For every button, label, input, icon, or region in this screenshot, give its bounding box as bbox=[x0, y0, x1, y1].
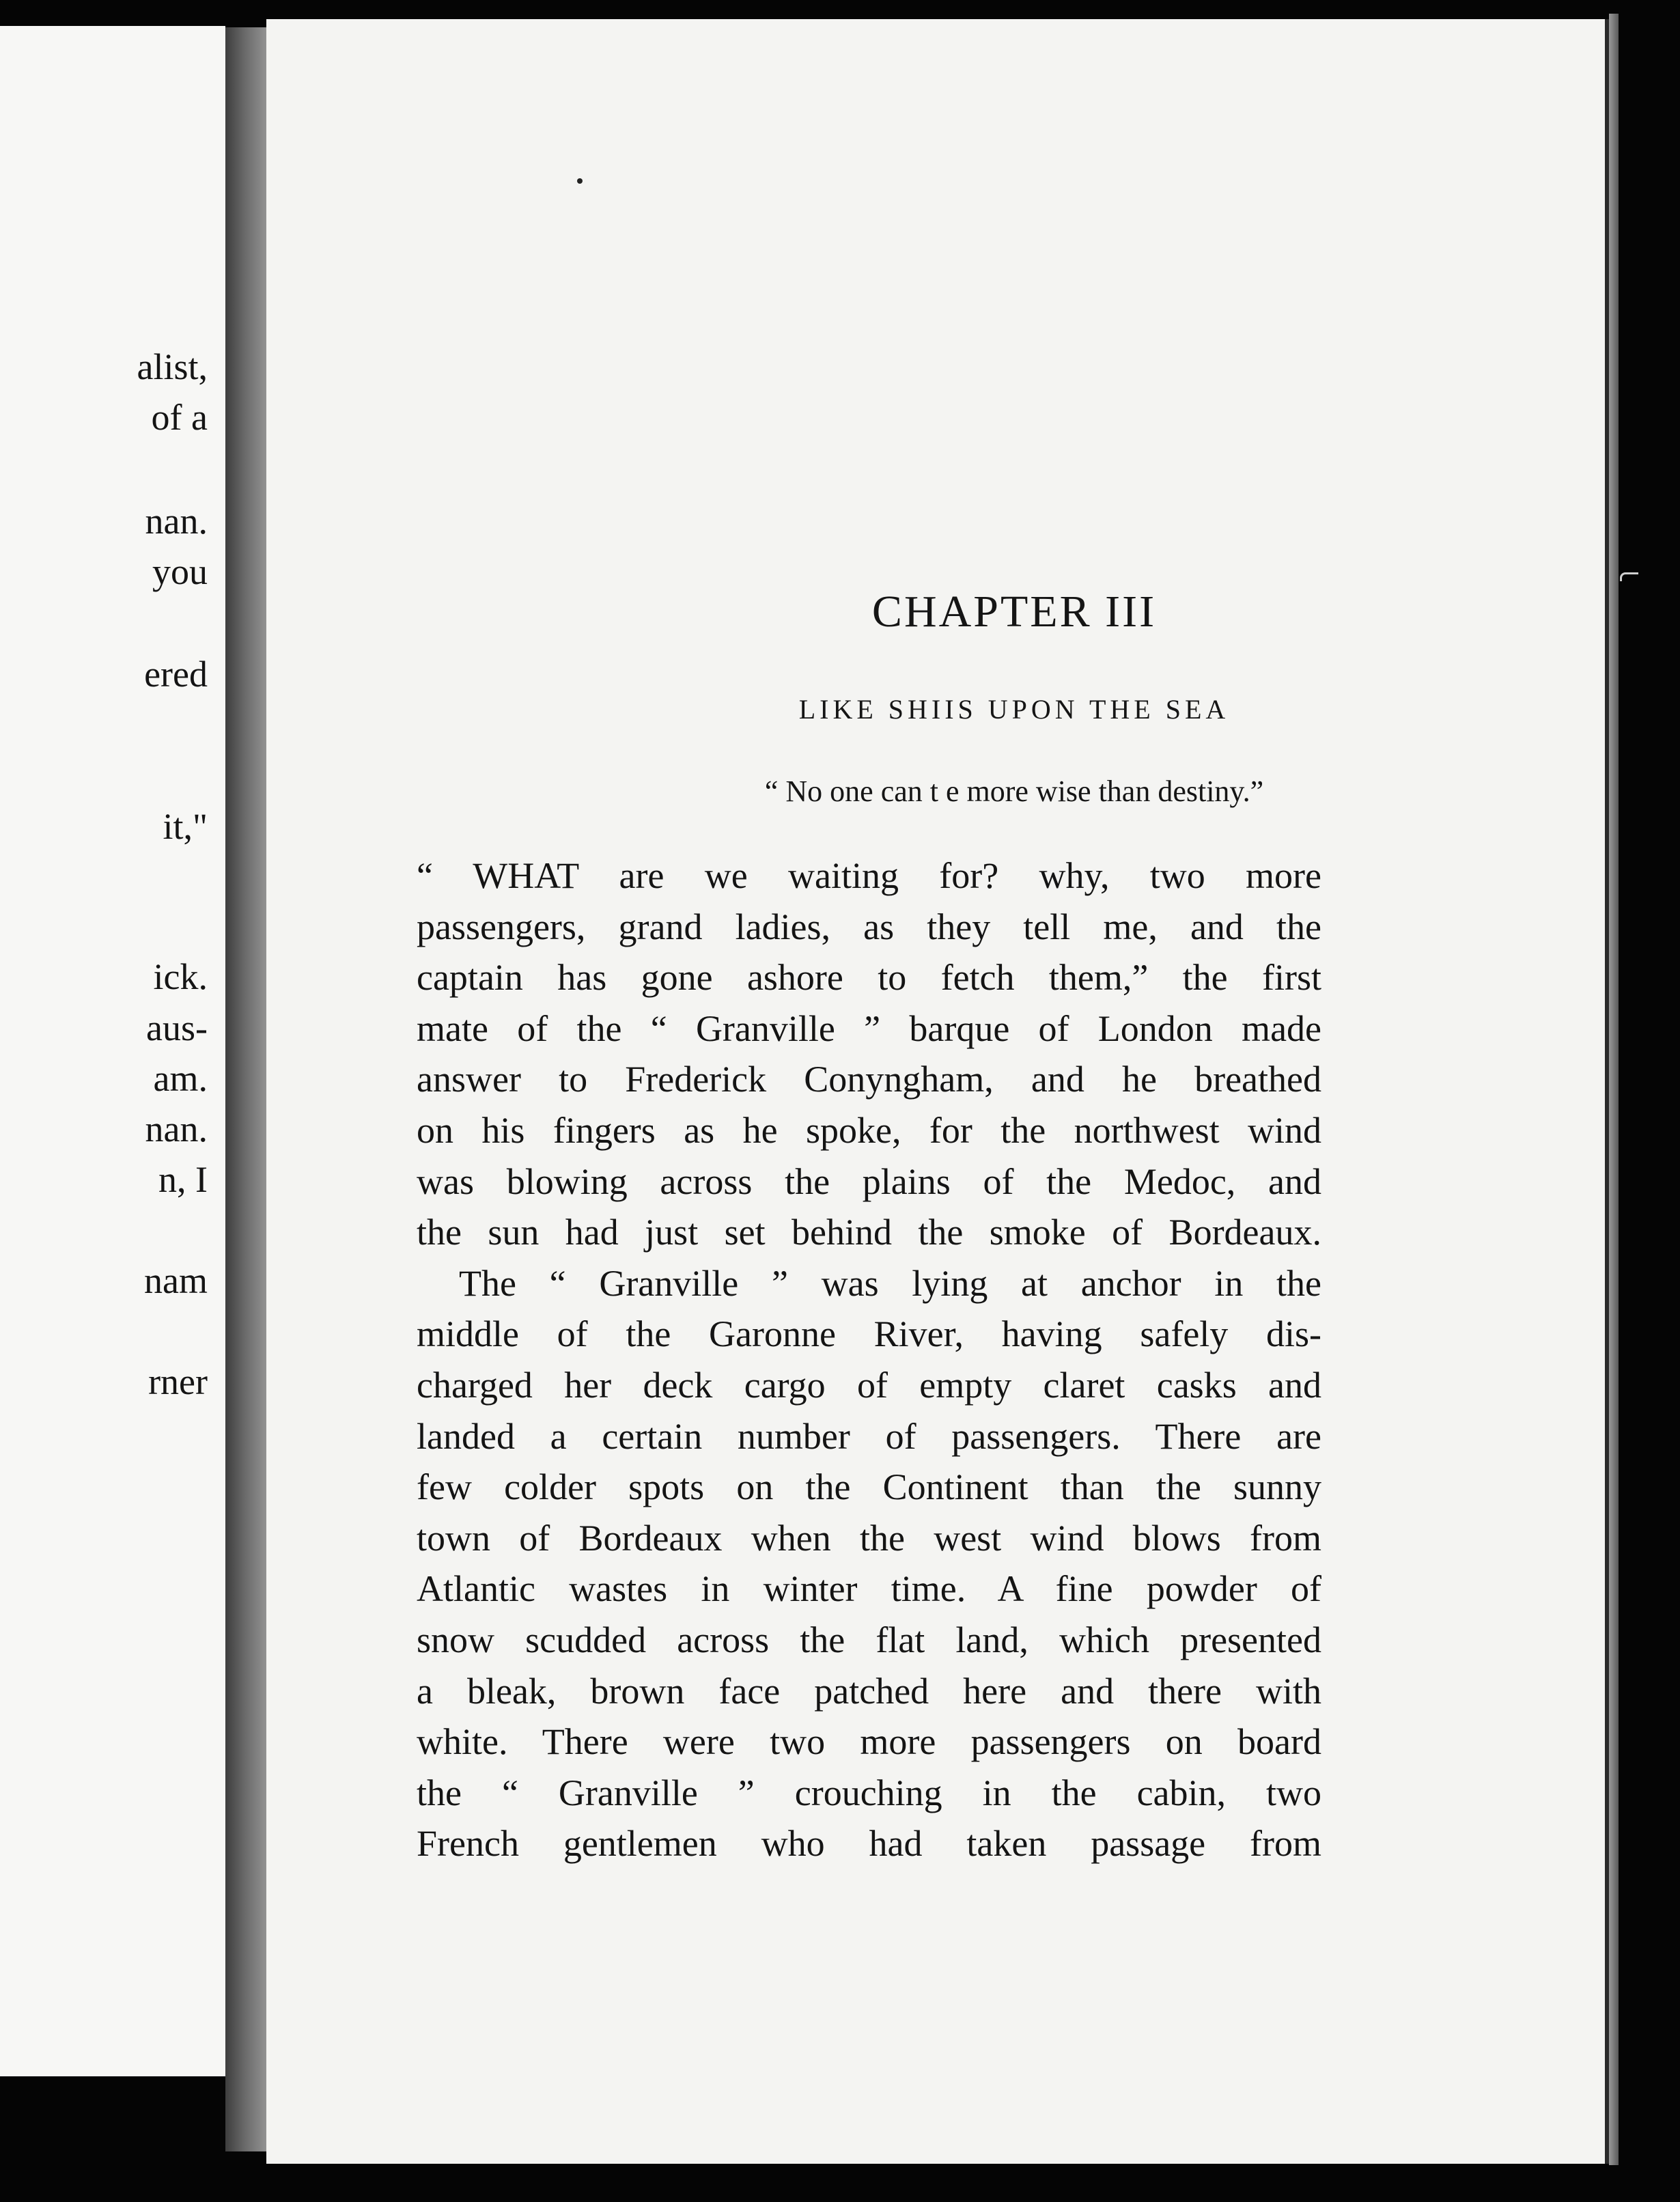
text-line: town of Bordeaux when the west wind blows from bbox=[417, 1517, 1321, 1559]
facing-page-fragment: n, I bbox=[158, 1159, 208, 1200]
text-line: French gentlemen who had taken passage from bbox=[417, 1823, 1321, 1865]
facing-page-fragment: aus- bbox=[146, 1007, 208, 1048]
text-line: passengers, grand ladies, as they tell me, and the bbox=[417, 906, 1321, 947]
text-line: The “ Granville ” was lying at anchor in the bbox=[459, 1262, 1321, 1304]
facing-page-fragment: ered bbox=[144, 654, 208, 695]
text-line: few colder spots on the Continent than the sunny bbox=[417, 1466, 1321, 1508]
facing-page-fragment: you bbox=[152, 551, 208, 592]
text-line: on his fingers as he spoke, for the northwest wind bbox=[417, 1109, 1321, 1151]
ink-speck bbox=[577, 178, 583, 184]
text-line: “ WHAT are we waiting for? why, two more bbox=[417, 855, 1321, 896]
page-edge bbox=[1609, 14, 1619, 2165]
chapter-epigraph: “ No one can t e more wise than destiny.” bbox=[764, 775, 1264, 808]
text-line: charged her deck cargo of empty claret casks and bbox=[417, 1364, 1321, 1406]
text-line: landed a certain number of passengers. There are bbox=[417, 1415, 1321, 1457]
facing-page bbox=[0, 26, 225, 2076]
facing-page-fragment: am. bbox=[153, 1058, 208, 1099]
chapter-subtitle: LIKE SHIIS UPON THE SEA bbox=[798, 694, 1230, 725]
text-line: mate of the “ Granville ” barque of London made bbox=[417, 1007, 1321, 1049]
facing-page-fragment: it," bbox=[163, 806, 208, 847]
text-line: answer to Frederick Conyngham, and he breathed bbox=[417, 1059, 1321, 1100]
facing-page-fragment: of a bbox=[151, 397, 208, 438]
text-line: was blowing across the plains of the Medoc, and bbox=[417, 1160, 1321, 1202]
facing-page-fragment: ick. bbox=[153, 956, 208, 997]
text-line: snow scudded across the flat land, which presented bbox=[417, 1619, 1321, 1660]
facing-page-fragment: nan. bbox=[145, 501, 208, 542]
text-line: white. There were two more passengers on board bbox=[417, 1721, 1321, 1763]
body-text bbox=[417, 850, 1321, 1869]
facing-page-fragment: nan. bbox=[145, 1109, 208, 1149]
chapter-title: CHAPTER III bbox=[871, 587, 1157, 637]
text-line: Atlantic wastes in winter time. A fine powder of bbox=[417, 1568, 1321, 1610]
text-line: the sun had just set behind the smoke of Bordeaux. bbox=[417, 1212, 1321, 1253]
edge-mark bbox=[1620, 572, 1638, 581]
facing-page-fragment: alist, bbox=[137, 346, 208, 387]
facing-page-fragment: rner bbox=[148, 1361, 208, 1402]
facing-page-fragment: nam bbox=[144, 1260, 208, 1301]
text-line: a bleak, brown face patched here and there with bbox=[417, 1670, 1321, 1712]
text-line: the “ Granville ” crouching in the cabin, two bbox=[417, 1772, 1321, 1813]
text-line: middle of the Garonne River, having safely dis- bbox=[417, 1313, 1321, 1355]
text-line: captain has gone ashore to fetch them,” the first bbox=[417, 957, 1321, 999]
